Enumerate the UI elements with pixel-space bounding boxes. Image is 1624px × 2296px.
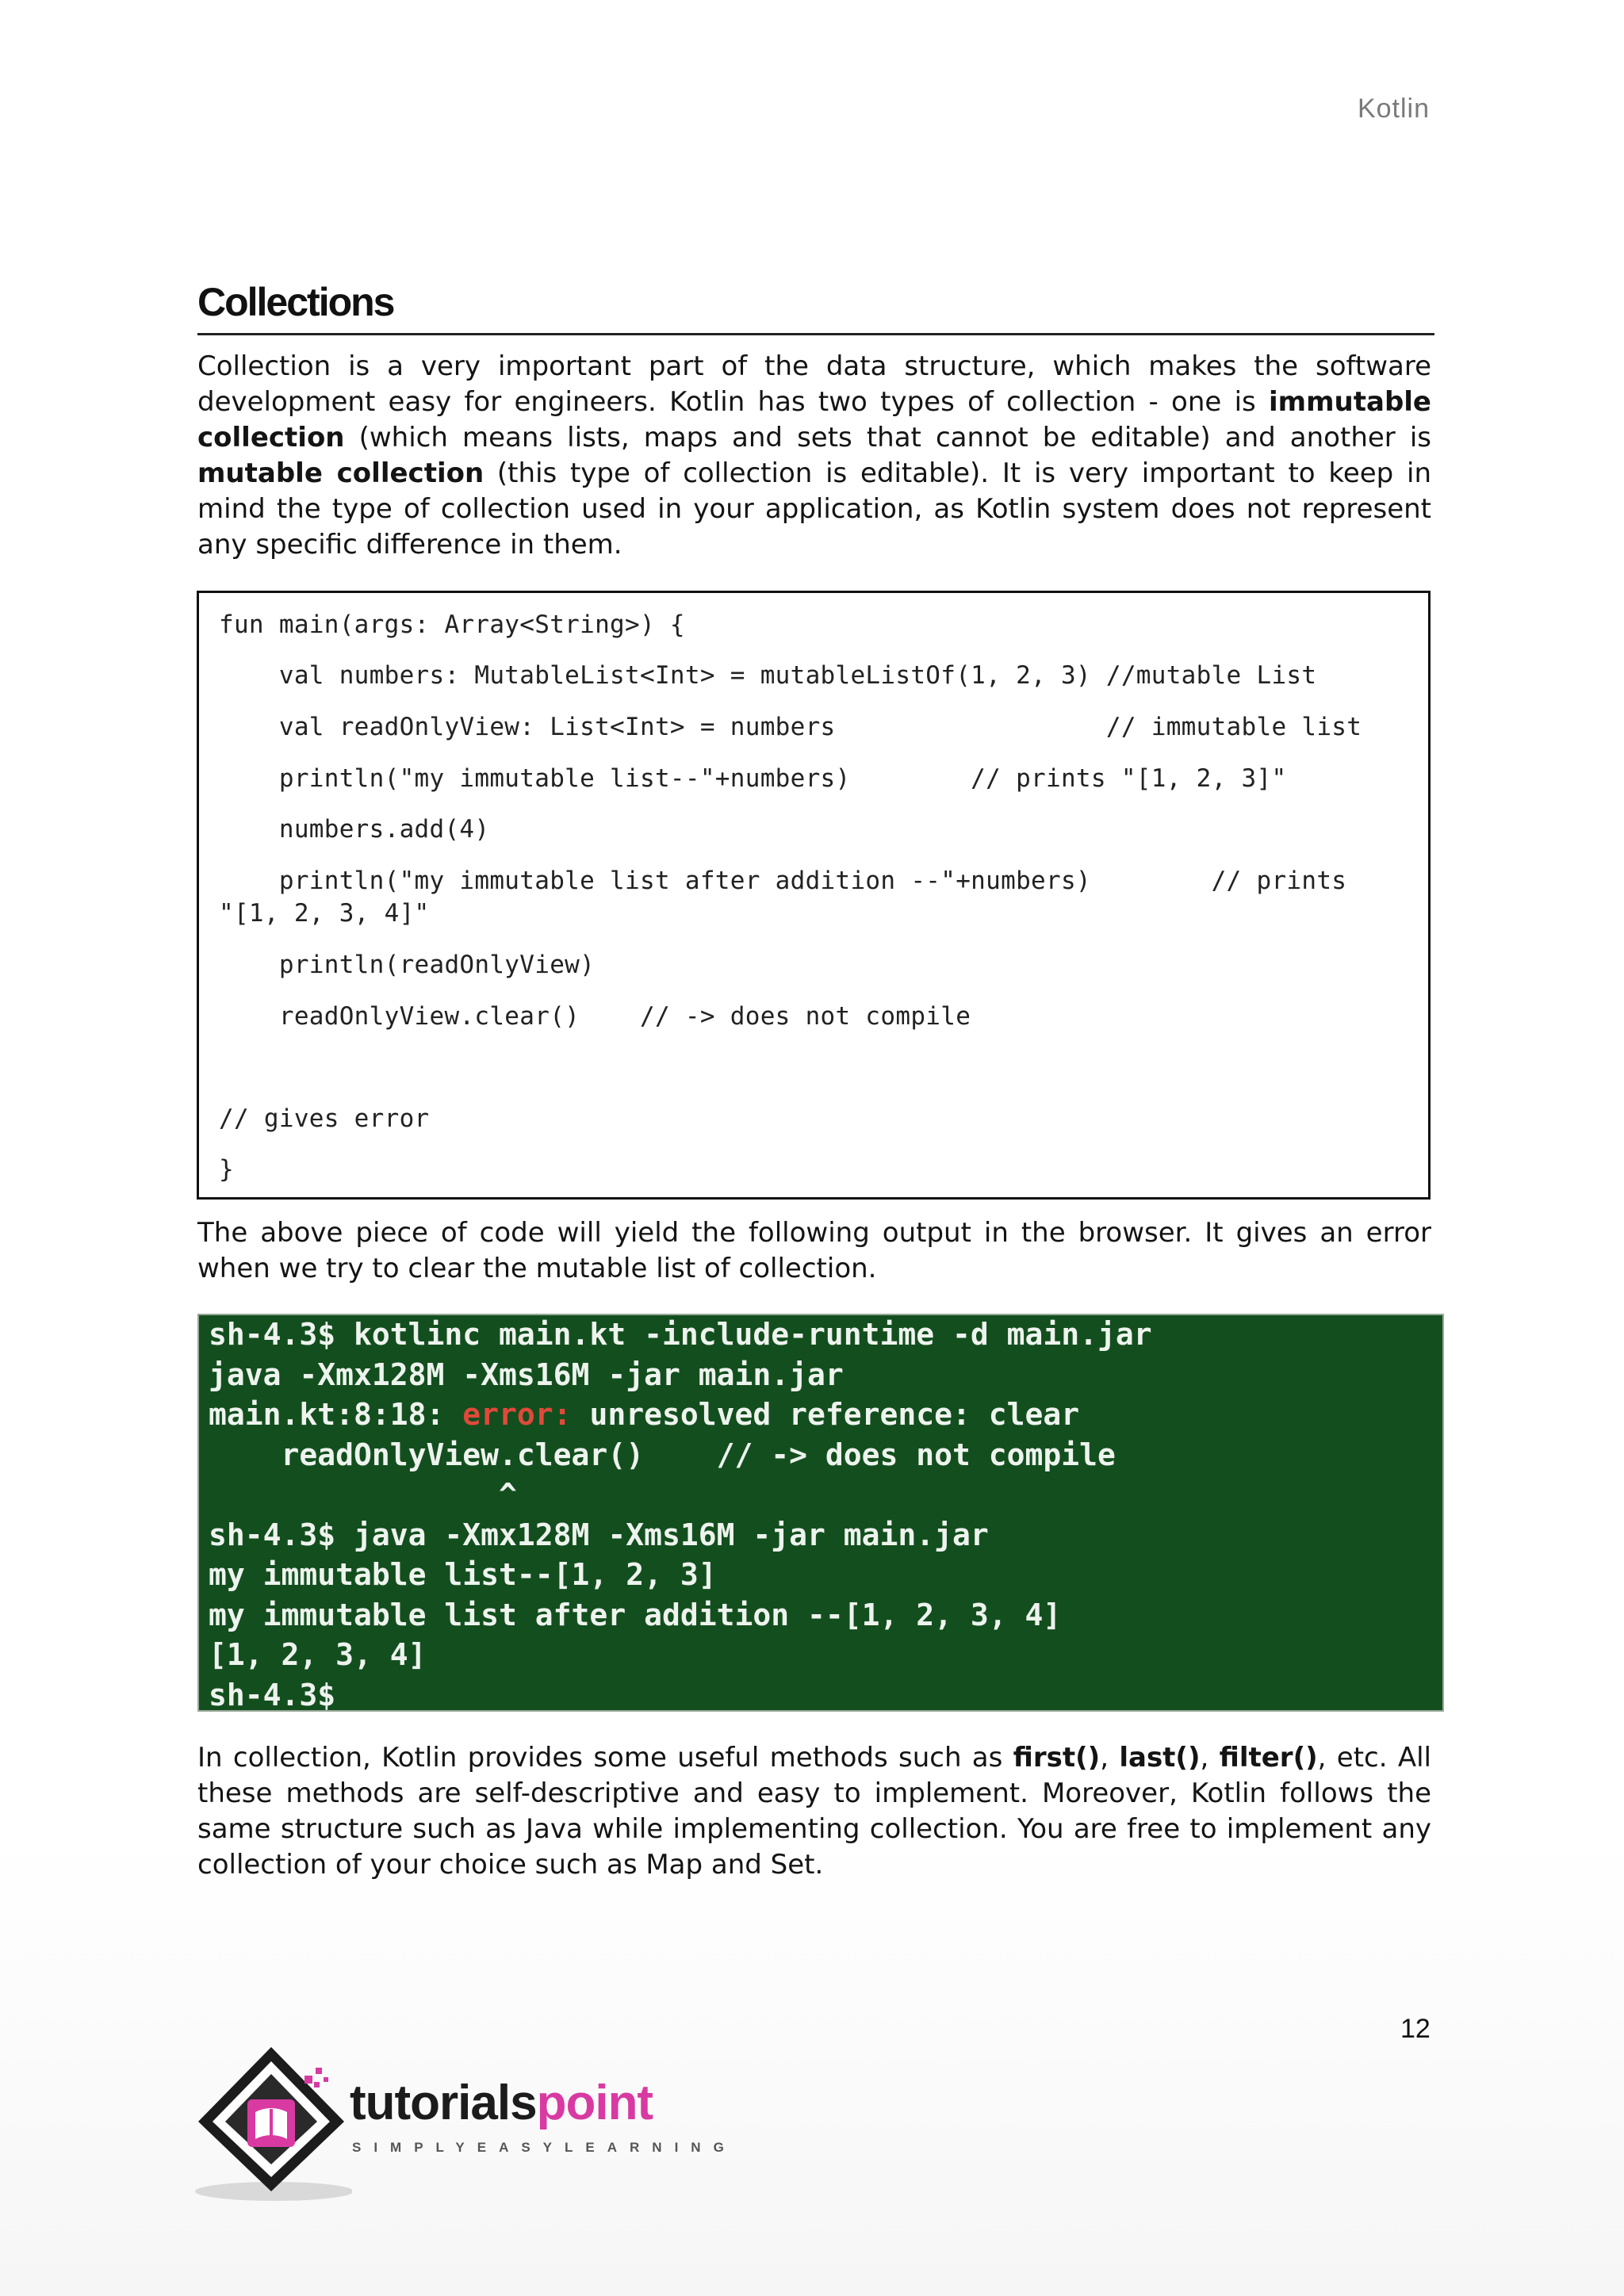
code-line: "[1, 2, 3, 4]" [219, 899, 430, 928]
intro-text-3: (this type of collection is editable). It is very important to keep in mind the type of collection used in your application, as Kotlin system does not represent any specific difference in them. [197, 457, 1431, 561]
code-line: numbers.add(4) [219, 815, 490, 844]
code-listing [197, 591, 1431, 1200]
code-line: val numbers: MutableList<Int> = mutableListOf(1, 2, 3) //mutable List [219, 661, 1317, 690]
terminal-error-label: error: [462, 1397, 572, 1432]
code-line: val readOnlyView: List<Int> = numbers // immutable list [219, 713, 1362, 741]
tutorialspoint-logo [193, 2044, 737, 2202]
terminal-line: my immutable list after addition --[1, 2, 3, 4] [209, 1598, 1062, 1632]
section-heading: Collections [197, 279, 1434, 335]
code-line: readOnlyView.clear() // -> does not compile [219, 1002, 971, 1031]
terminal-line-error [209, 1397, 1079, 1432]
intro-bold-immutable: immutable collection [197, 386, 1431, 453]
terminal-line: my immutable list--[1, 2, 3] [209, 1557, 717, 1592]
method-first: first() [1013, 1742, 1101, 1774]
intro-bold-mutable: mutable collection [197, 457, 485, 489]
output-paragraph: The above piece of code will yield the following output in the browser. It gives an error when we try to clear the mutable list of collection. [197, 1217, 1431, 1284]
intro-paragraph [197, 349, 1431, 563]
terminal-prompt: sh-4.3$ [209, 1678, 336, 1712]
terminal-caret: ^ [209, 1477, 517, 1512]
methods-paragraph [197, 1740, 1431, 1883]
terminal-output-screenshot [197, 1314, 1444, 1712]
terminal-line: [1, 2, 3, 4] [209, 1637, 427, 1672]
code-line: // gives error [219, 1104, 430, 1133]
code-line: fun main(args: Array<String>) { [219, 610, 685, 639]
intro-text-1: Collection is a very important part of the data structure, which makes the software development easy for engineers. Kotlin has two types of collection - one is [197, 350, 1431, 418]
code-line: println(readOnlyView) [219, 951, 596, 979]
terminal-error-message: unresolved reference: clear [571, 1397, 1080, 1432]
methods-text-2: , etc. All these methods are self-descriptive and easy to implement. Moreover, Kotlin follows the same structure such as Java while implementing collection. You are free to implement any collection of your choice such as Map and Set. [197, 1742, 1431, 1881]
logo-tagline: SIMPLYEASYLEARNING [352, 2140, 737, 2155]
logo-word-point: point [536, 2076, 653, 2130]
methods-separator: , [1100, 1742, 1120, 1774]
code-line: } [219, 1155, 234, 1184]
method-last: last() [1119, 1742, 1201, 1774]
logo-diamond-icon [193, 2044, 352, 2202]
methods-separator: , [1200, 1742, 1220, 1774]
code-line: println("my immutable list after addition --"+numbers) // prints [219, 867, 1347, 895]
terminal-line: sh-4.3$ kotlinc main.kt -include-runtime -d main.jar [209, 1317, 1152, 1352]
logo-wordmark [350, 2076, 653, 2130]
terminal-line: sh-4.3$ java -Xmx128M -Xms16M -jar main.jar [209, 1517, 989, 1552]
methods-text-1: In collection, Kotlin provides some useful methods such as [197, 1742, 1013, 1774]
method-filter: filter() [1219, 1742, 1318, 1774]
logo-word-tutorials: tutorials [350, 2076, 537, 2130]
running-header: Kotlin [1357, 94, 1430, 124]
page-number: 12 [1400, 2014, 1431, 2044]
terminal-line: java -Xmx128M -Xms16M -jar main.jar [209, 1357, 844, 1392]
terminal-line: readOnlyView.clear() // -> does not compile [209, 1437, 1116, 1472]
code-line: println("my immutable list--"+numbers) // prints "[1, 2, 3]" [219, 764, 1287, 793]
intro-text-2: (which means lists, maps and sets that cannot be editable) and another is [344, 422, 1431, 453]
terminal-error-location: main.kt:8:18: [209, 1397, 463, 1432]
